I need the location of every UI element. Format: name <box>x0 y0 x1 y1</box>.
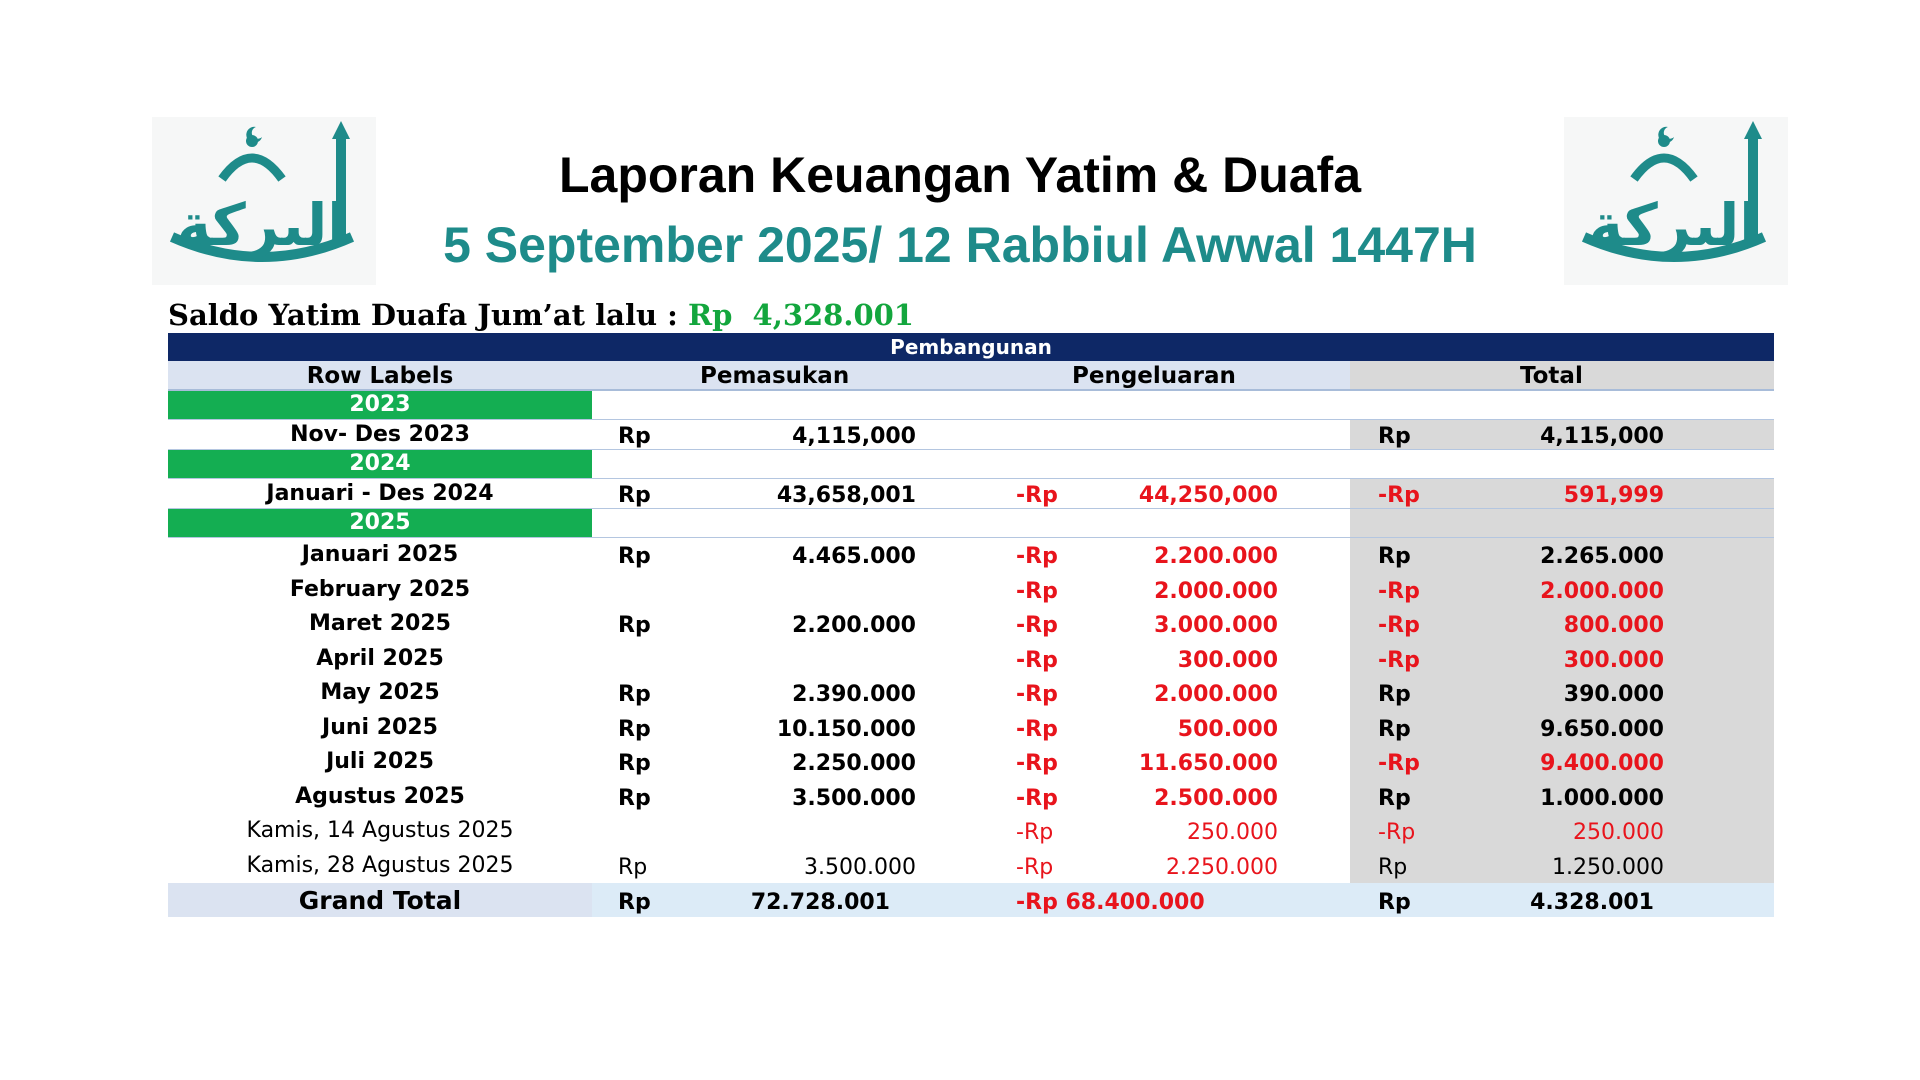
table-row <box>168 745 1774 780</box>
row-label: Maret 2025 <box>309 611 451 636</box>
pemasukan-value: 2.200.000 <box>792 613 916 638</box>
pengeluaran-value: 3.000.000 <box>1154 613 1278 638</box>
table-header <box>168 361 1774 391</box>
pivot-table <box>168 333 1774 917</box>
table-body <box>168 391 1774 883</box>
grand-total-row <box>168 883 1774 917</box>
pengeluaran-rp: -Rp <box>1016 820 1054 845</box>
previous-balance-amount: Rp 4,328.001 <box>687 298 914 332</box>
total-value: 1.000.000 <box>1540 785 1664 811</box>
row-label: Kamis, 28 Agustus 2025 <box>246 852 514 878</box>
total-rp: -Rp <box>1378 751 1420 776</box>
pemasukan-value: 4,115,000 <box>792 424 916 449</box>
row-label: Januari - Des 2024 <box>266 481 494 506</box>
table-row <box>168 420 1774 450</box>
total-value: 9.400.000 <box>1540 751 1664 776</box>
total-value: 9.650.000 <box>1540 716 1664 742</box>
previous-balance-label: Saldo Yatim Duafa Jum’at lalu : <box>168 298 688 332</box>
table-banner: Pembangunan <box>168 333 1774 361</box>
total-value: 4,115,000 <box>1540 424 1664 449</box>
total-value: 800.000 <box>1563 613 1664 638</box>
year-section-row <box>168 391 1774 420</box>
year-label: 2025 <box>168 509 592 537</box>
year-section-row <box>168 509 1774 538</box>
total-value: 250.000 <box>1573 820 1664 845</box>
grand-total-label: Grand Total <box>298 886 462 915</box>
total-value: 390.000 <box>1563 682 1664 707</box>
svg-text:البركة: البركة <box>1588 191 1760 259</box>
table-row <box>168 814 1774 849</box>
total-rp: -Rp <box>1378 820 1416 845</box>
row-label: Juli 2025 <box>326 749 434 774</box>
year-label: 2023 <box>168 391 592 419</box>
row-label: April 2025 <box>316 645 444 671</box>
pengeluaran-rp: -Rp <box>1016 854 1054 880</box>
total-rp: -Rp <box>1378 647 1420 673</box>
pengeluaran-value: 11.650.000 <box>1138 751 1278 776</box>
total-value: 591,999 <box>1563 483 1664 508</box>
total-rp: Rp <box>1378 854 1408 880</box>
pemasukan-rp: Rp <box>618 544 651 569</box>
pengeluaran-rp: -Rp <box>1016 544 1058 569</box>
pemasukan-rp: Rp <box>618 483 651 508</box>
table-row <box>168 573 1774 608</box>
total-rp: -Rp <box>1378 483 1420 508</box>
report-title: Laporan Keuangan Yatim & Duafa <box>558 147 1362 203</box>
table-row <box>168 711 1774 746</box>
table-row <box>168 538 1774 573</box>
pengeluaran-value: 44,250,000 <box>1138 483 1278 508</box>
grand-total-in-rp: Rp <box>618 890 651 915</box>
table-row <box>168 780 1774 815</box>
pemasukan-value: 10.150.000 <box>776 716 916 742</box>
pengeluaran-value: 500.000 <box>1177 716 1278 742</box>
total-rp: Rp <box>1378 682 1411 707</box>
pemasukan-rp: Rp <box>618 785 651 811</box>
pemasukan-rp: Rp <box>618 424 651 449</box>
row-label: Januari 2025 <box>301 542 459 567</box>
pengeluaran-rp: -Rp <box>1016 613 1058 638</box>
total-rp: Rp <box>1378 424 1411 449</box>
svg-text:البركة: البركة <box>176 191 348 259</box>
grand-total-out: -Rp 68.400.000 <box>1016 890 1205 915</box>
year-label: 2024 <box>168 450 592 478</box>
total-value: 2.265.000 <box>1540 544 1664 569</box>
pemasukan-value: 2.250.000 <box>792 751 916 776</box>
table-row <box>168 479 1774 509</box>
pemasukan-value: 43,658,001 <box>776 483 916 508</box>
row-label: Nov- Des 2023 <box>290 422 470 447</box>
pengeluaran-rp: -Rp <box>1016 647 1058 673</box>
total-rp: -Rp <box>1378 613 1420 638</box>
pengeluaran-rp: -Rp <box>1016 751 1058 776</box>
row-label: Kamis, 14 Agustus 2025 <box>246 818 514 843</box>
pengeluaran-value: 250.000 <box>1187 820 1278 845</box>
pemasukan-value: 4.465.000 <box>792 544 916 569</box>
pemasukan-rp: Rp <box>618 613 651 638</box>
pengeluaran-rp: -Rp <box>1016 682 1058 707</box>
total-value: 300.000 <box>1563 647 1664 673</box>
col-header-pengeluaran: Pengeluaran <box>1072 363 1236 389</box>
total-value: 1.250.000 <box>1552 854 1664 880</box>
total-rp: Rp <box>1378 716 1411 742</box>
pengeluaran-value: 2.000.000 <box>1154 682 1278 707</box>
report-date: 5 September 2025/ 12 Rabbiul Awwal 1447H <box>443 217 1477 273</box>
grand-total-in: 72.728.001 <box>750 890 890 915</box>
previous-balance <box>168 298 914 332</box>
pengeluaran-value: 300.000 <box>1177 647 1278 673</box>
pemasukan-rp: Rp <box>618 716 651 742</box>
row-label: February 2025 <box>289 576 471 602</box>
table-row <box>168 642 1774 677</box>
pemasukan-rp: Rp <box>618 854 648 880</box>
pemasukan-value: 2.390.000 <box>792 682 916 707</box>
year-section-row <box>168 450 1774 479</box>
total-value: 2.000.000 <box>1540 578 1664 604</box>
pengeluaran-value: 2.500.000 <box>1154 785 1278 811</box>
row-label: May 2025 <box>320 680 440 705</box>
pengeluaran-rp: -Rp <box>1016 785 1058 811</box>
pengeluaran-value: 2.250.000 <box>1166 854 1278 880</box>
col-header-row-labels: Row Labels <box>306 363 454 389</box>
pengeluaran-rp: -Rp <box>1016 716 1058 742</box>
pengeluaran-rp: -Rp <box>1016 483 1058 508</box>
total-rp: Rp <box>1378 785 1411 811</box>
grand-total-total-rp: Rp <box>1378 890 1411 915</box>
pemasukan-rp: Rp <box>618 682 651 707</box>
pemasukan-value: 3.500.000 <box>804 854 916 880</box>
pemasukan-rp: Rp <box>618 751 651 776</box>
pengeluaran-value: 2.200.000 <box>1154 544 1278 569</box>
table-row <box>168 849 1774 884</box>
table-row <box>168 607 1774 642</box>
pengeluaran-value: 2.000.000 <box>1154 578 1278 604</box>
table-row <box>168 676 1774 711</box>
col-header-pemasukan: Pemasukan <box>700 363 850 389</box>
row-label: Agustus 2025 <box>295 783 465 809</box>
col-header-total: Total <box>1520 363 1583 389</box>
total-rp: Rp <box>1378 544 1411 569</box>
total-rp: -Rp <box>1378 578 1420 604</box>
row-label: Juni 2025 <box>322 714 438 740</box>
grand-total-total: 4.328.001 <box>1530 890 1654 915</box>
pengeluaran-rp: -Rp <box>1016 578 1058 604</box>
pemasukan-value: 3.500.000 <box>792 785 916 811</box>
